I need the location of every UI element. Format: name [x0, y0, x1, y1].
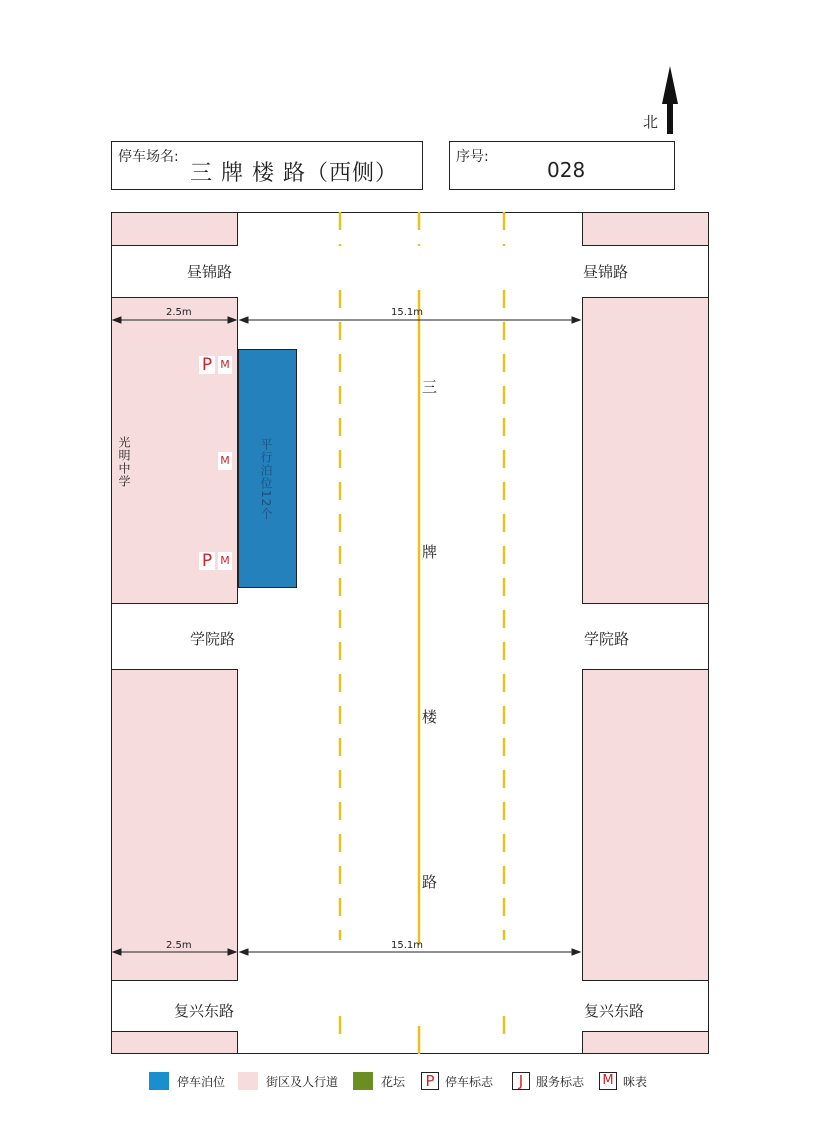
main-street-char: 楼	[422, 708, 438, 726]
measure-top-sidewalk: 2.5m	[166, 307, 192, 318]
parking-area-label: 平行泊位12个	[259, 438, 273, 521]
measure-bottom-road: 15.1m	[391, 940, 424, 951]
legend-meter	[599, 1071, 647, 1091]
legend-label: 咪表	[623, 1074, 648, 1089]
arrow-head	[240, 317, 248, 323]
arrow-head	[240, 949, 248, 955]
meter-sign-icon: M	[599, 1072, 617, 1090]
meter-sign-icon: M	[218, 356, 232, 374]
arrow-head	[228, 317, 236, 323]
main-street-char: 牌	[422, 543, 438, 561]
road-name-north-right: 昼锦路	[583, 263, 629, 281]
arrow-head	[113, 949, 121, 955]
legend-parking-spot	[149, 1071, 225, 1091]
road-name-north-left: 昼锦路	[187, 263, 233, 281]
legend-sidewalk	[238, 1071, 338, 1091]
parking-sign-icon: P	[199, 552, 215, 570]
road-name-middle-left: 学院路	[190, 630, 236, 648]
meter-sign-icon: M	[218, 452, 232, 470]
service-sign-icon: J	[512, 1072, 530, 1090]
meter-sign-icon: M	[218, 552, 232, 570]
legend-swatch-flowerbed	[353, 1072, 373, 1090]
main-street-char: 路	[422, 873, 438, 891]
sequence-label: 序号:	[456, 149, 489, 165]
main-street-char: 三	[422, 378, 438, 396]
measure-bottom-sidewalk: 2.5m	[166, 940, 192, 951]
legend-swatch-sidewalk	[238, 1072, 258, 1090]
school-label: 光明中学	[117, 436, 131, 488]
measure-top-road: 15.1m	[391, 307, 424, 318]
arrow-head	[228, 949, 236, 955]
legend-swatch-parking	[149, 1072, 169, 1090]
parking-name-value: 三 牌 楼 路（西侧）	[190, 161, 398, 186]
legend-parking-sign	[421, 1071, 493, 1091]
north-label: 北	[643, 113, 659, 131]
road-name-middle-right: 学院路	[584, 630, 630, 648]
parking-sign-icon: P	[199, 356, 215, 374]
legend-label: 停车泊位	[177, 1074, 226, 1089]
legend-flowerbed	[353, 1071, 405, 1091]
sequence-value: 028	[547, 158, 586, 182]
parking-area	[238, 349, 297, 588]
legend-service-sign	[512, 1071, 584, 1091]
legend-label: 停车标志	[445, 1074, 494, 1089]
legend-label: 服务标志	[536, 1074, 585, 1089]
parking-sign-icon: P	[421, 1072, 439, 1090]
legend-label: 花坛	[381, 1074, 406, 1089]
arrow-head	[572, 317, 580, 323]
legend-label: 街区及人行道	[266, 1074, 339, 1089]
parking-name-label: 停车场名:	[118, 149, 179, 165]
arrow-head	[572, 949, 580, 955]
arrow-head	[113, 317, 121, 323]
road-name-south-right: 复兴东路	[584, 1002, 645, 1020]
road-name-south-left: 复兴东路	[174, 1002, 235, 1020]
